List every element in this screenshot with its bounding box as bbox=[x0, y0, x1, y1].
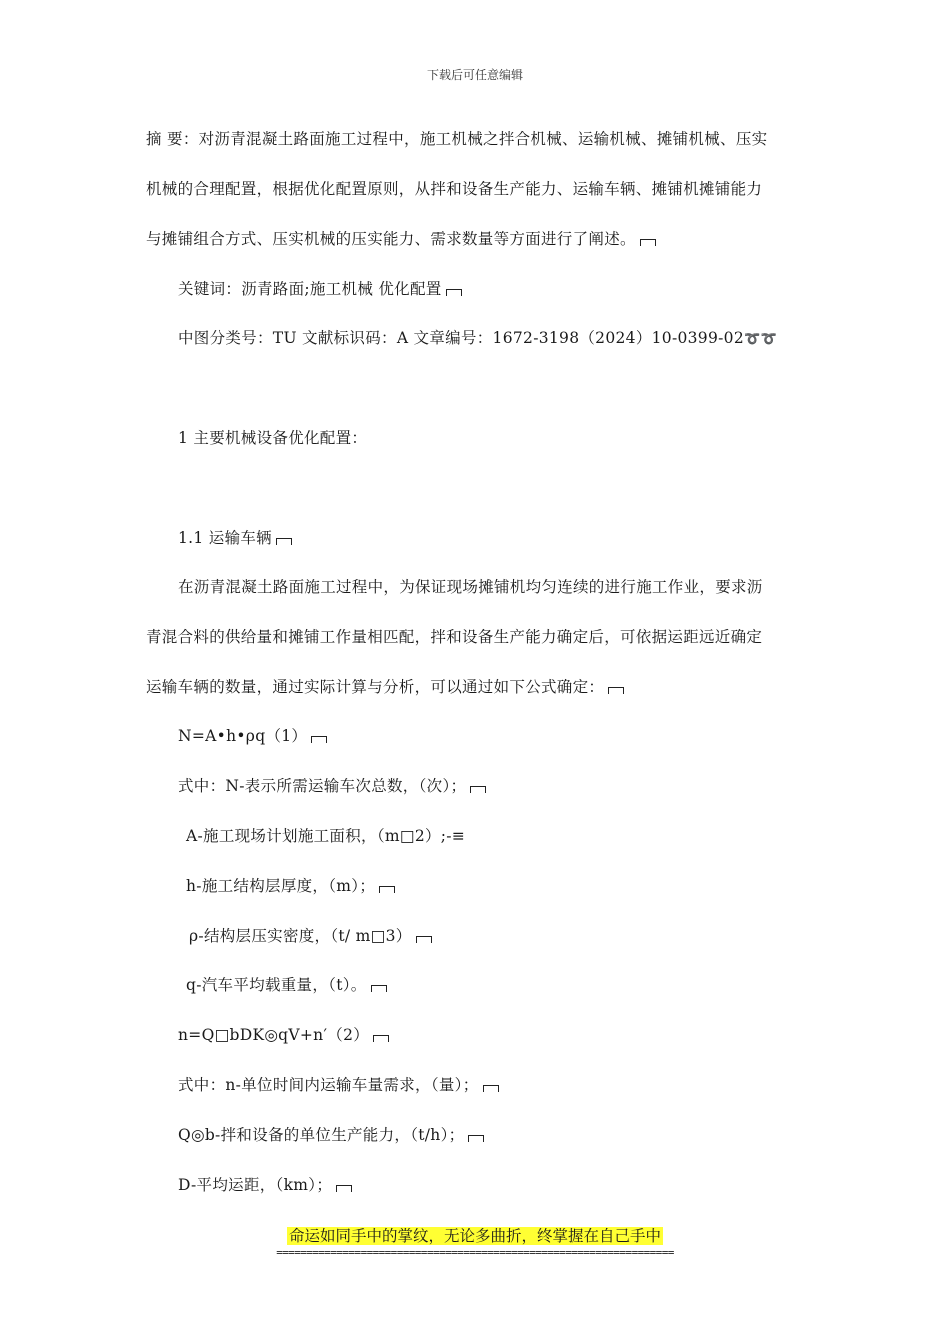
body-line-2: 青混合料的供给量和摊铺工作量相匹配，拌和设备生产能力确定后，可依据运距远近确定 bbox=[146, 628, 763, 646]
formula-1-var-h: h-施工结构层厚度，（m）； bbox=[186, 874, 395, 896]
paragraph-mark-icon bbox=[371, 985, 387, 992]
paragraph-mark-icon bbox=[373, 1035, 389, 1042]
paragraph-mark-icon bbox=[379, 886, 395, 893]
paragraph-mark-icon bbox=[640, 239, 656, 246]
paragraph-mark-icon bbox=[336, 1185, 352, 1192]
paragraph-mark-icon bbox=[470, 786, 486, 793]
body-line-3: 运输车辆的数量，通过实际计算与分析，可以通过如下公式确定： bbox=[146, 675, 624, 697]
formula-1: N=A•h•ρq（1） bbox=[178, 724, 327, 746]
paragraph-mark-icon bbox=[416, 936, 432, 943]
abstract-line-3: 与摊铺组合方式、压实机械的压实能力、需求数量等方面进行了阐述。 bbox=[146, 227, 656, 249]
section-1-heading: 1 主要机械设备优化配置： bbox=[178, 429, 368, 447]
paragraph-mark-icon bbox=[276, 538, 292, 545]
classification-line: 中图分类号：TU 文献标识码：A 文章编号：1672-3198（2024）10-0399-02➰➰ bbox=[178, 329, 777, 347]
formula-1-var-A: A-施工现场计划施工面积，（m□2）;-≡ bbox=[186, 827, 466, 845]
formula-2-intro: 式中：n-单位时间内运输车量需求，（量）； bbox=[178, 1073, 499, 1095]
footer-quote: 命运如同手中的掌纹，无论多曲折，终掌握在自己手中 bbox=[288, 1227, 661, 1245]
paragraph-mark-icon bbox=[311, 736, 327, 743]
paragraph-mark-icon bbox=[608, 687, 624, 694]
abstract-line-1: 摘 要：对沥青混凝土路面施工过程中，施工机械之拌合机械、运输机械、摊铺机械、压实 bbox=[146, 130, 768, 148]
keywords: 关键词：沥青路面;施工机械 优化配置 bbox=[178, 277, 462, 299]
formula-2-var-Qb: Q◎b-拌和设备的单位生产能力，（t/h）； bbox=[178, 1123, 484, 1145]
abstract-line-2: 机械的合理配置，根据优化配置原则，从拌和设备生产能力、运输车辆、摊铺机摊铺能力 bbox=[146, 180, 763, 198]
formula-1-var-rho: ρ-结构层压实密度，（t/ m□3） bbox=[189, 924, 432, 946]
formula-2: n=Q□bDK◎qV+n′（2） bbox=[178, 1023, 389, 1045]
formula-1-intro: 式中：N-表示所需运输车次总数，（次）； bbox=[178, 774, 486, 796]
page-header: 下载后可任意编辑 bbox=[426, 68, 523, 82]
body-line-1: 在沥青混凝土路面施工过程中，为保证现场摊铺机均匀连续的进行施工作业，要求沥 bbox=[178, 578, 763, 596]
paragraph-mark-icon bbox=[446, 289, 462, 296]
paragraph-mark-icon bbox=[483, 1085, 499, 1092]
paragraph-mark-icon bbox=[468, 1135, 484, 1142]
section-1-1-heading: 1.1 运输车辆 bbox=[178, 526, 292, 548]
formula-1-var-q: q-汽车平均载重量，（t）。 bbox=[186, 973, 387, 995]
footer-rule: ================================================================== bbox=[276, 1246, 674, 1259]
ornament-icon: ➰➰ bbox=[744, 332, 777, 347]
formula-2-var-D: D-平均运距，（km）； bbox=[178, 1173, 352, 1195]
